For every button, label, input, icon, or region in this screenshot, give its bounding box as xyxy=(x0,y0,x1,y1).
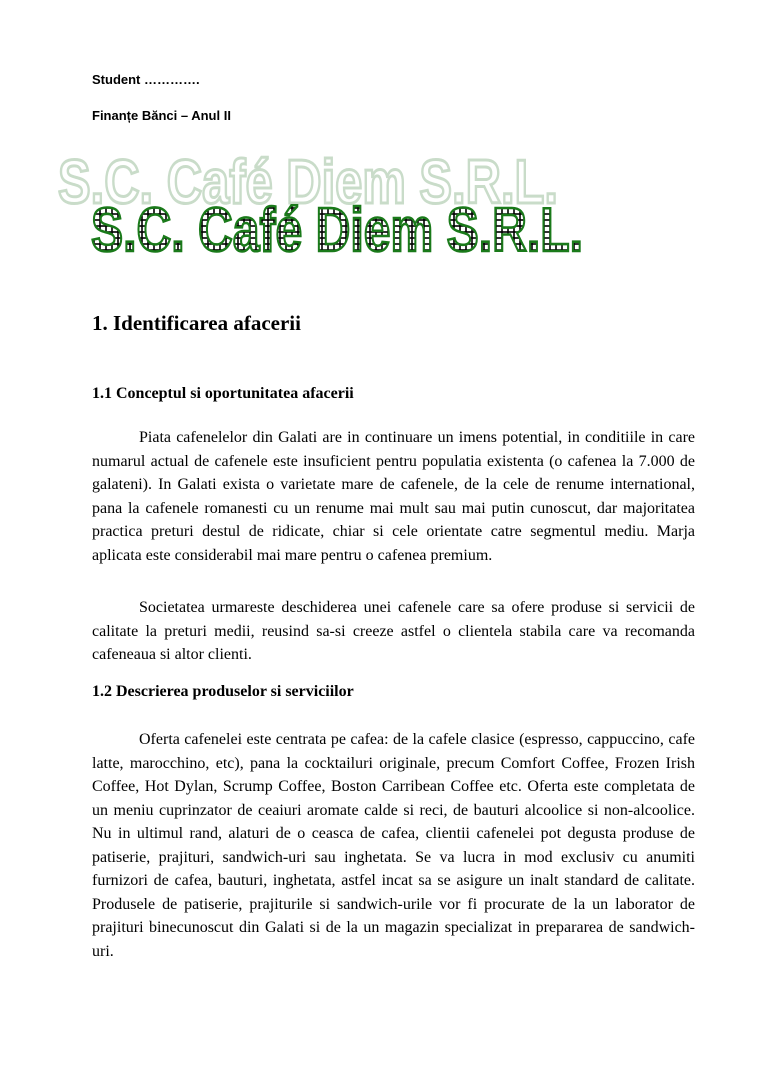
student-line: Student …………. xyxy=(92,72,200,87)
logo-main-text: S.C. Café Diem S.R.L. xyxy=(91,196,583,265)
program-line: Finanțe Bănci – Anul II xyxy=(92,108,231,123)
section-title: 1. Identificarea afacerii xyxy=(92,311,301,335)
subsection-title-concept: 1.1 Conceptul si oportunitatea afacerii xyxy=(92,385,354,402)
logo-shadow-text: S.C. Café Diem S.R.L. xyxy=(58,148,558,217)
company-logo-graphic xyxy=(58,148,618,268)
paragraph-goal: Societatea urmareste deschiderea unei cafenele care sa ofere produse si servicii de calitate la preturi medii, reusind sa-si creeze astfel o clientela stabila care va recomanda cafeneaua si altor clienti. xyxy=(92,599,695,663)
subsection-title-products: 1.2 Descrierea produselor si serviciilor xyxy=(92,683,354,700)
paragraph-offer: Oferta cafenelei este centrata pe cafea: de la cafele clasice (espresso, cappuccino, cafe latte, marocchino, etc), pana la cocktailuri originale, precum Comfort Coffee, Frozen Irish Coffee, Hot Dylan, Scrump Coffee, Boston Carribean Coffee etc. Oferta este completata de un meniu cuprinzator de ceaiuri aromate calde si reci, de bauturi alcoolice si non-alcoolice. Nu in ultimul rand, alaturi de o ceasca de cafea, clientii cafenelei pot degusta produse de patiserie, prajituri, sandwich-uri sau inghetata. Se va lucra in mod exclusiv cu anumiti furnizori de cafea, bauturi, inghetata, astfel incat sa se asigure un inalt standard de calitate. Produsele de patiserie, prajiturile si sandwich-urile vor fi procurate de la un laborator de prajituri binecunoscut din Galati si de la un magazin specializat in prepararea de sandwich-uri. xyxy=(92,731,695,960)
company-logo xyxy=(58,148,618,268)
paragraph-market: Piata cafenelelor din Galati are in continuare un imens potential, in conditiile in care numarul actual de cafenele este insuficient pentru populatia existenta (o cafenea la 7.000 de galateni). In Galati exista o varietate mare de cafenele, de la cele de renume international, pana la cafenele romanesti cu un renume mai mult sau mai putin cunoscut, dar majoritatea practica preturi destul de ridicate, chiar si cele orientate catre segmentul mediu. Marja aplicata este considerabil mai mare pentru o cafenea premium. xyxy=(92,429,695,564)
